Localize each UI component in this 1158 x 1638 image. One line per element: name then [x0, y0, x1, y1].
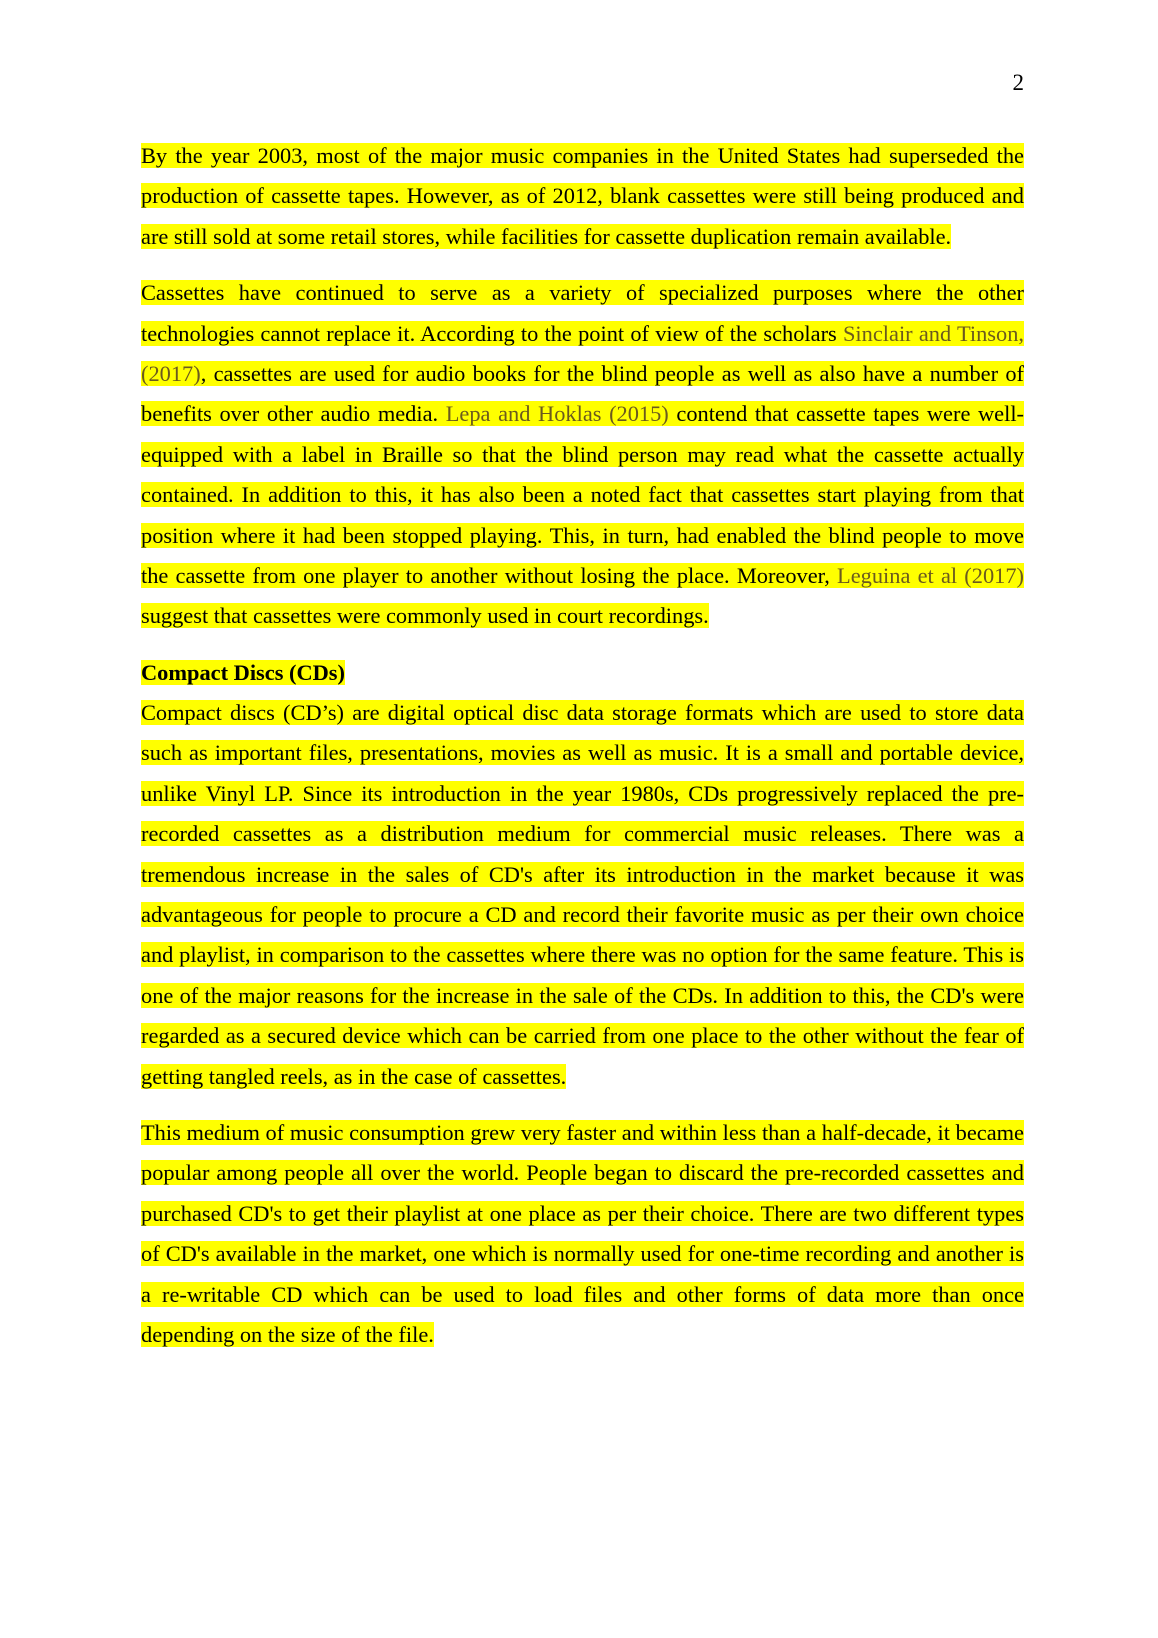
- paragraph-cd-intro: [141, 693, 1024, 1097]
- paragraph-text: Cassettes have continued to serve as a variety of specialized purposes where the other technologies cannot replace it. According to the point of view of the scholars: [141, 280, 1024, 346]
- paragraph-text: By the year 2003, most of the major music companies in the United States had superseded the production of cassette tapes. However, as of 2012, blank cassettes were still being produced and are still sold at some retail stores, while facilities for cassette duplication remain available.: [141, 143, 1024, 249]
- paragraph-text: Compact discs (CD’s) are digital optical disc data storage formats which are used to store data such as important files, presentations, movies as well as music. It is a small and portable device, unlike Vinyl LP. Since its introduction in the year 1980s, CDs progressively replaced the pre-recorded cassettes as a distribution medium for commercial music releases. There was a tremendous increase in the sales of CD's after its introduction in the market because it was advantageous for people to procure a CD and record their favorite music as per their own choice and playlist, in comparison to the cassettes where there was no option for the same feature. This is one of the major reasons for the increase in the sale of the CDs. In addition to this, the CD's were regarded as a secured device which can be carried from one place to the other without the fear of getting tangled reels, as in the case of cassettes.: [141, 699, 1024, 1089]
- paragraph-cassette-decline: [141, 136, 1024, 257]
- citation-lepa-hoklas: Lepa and Hoklas (2015): [445, 401, 669, 427]
- paragraph-text: , cassettes are used for audio books for the blind people as well as also have a number of benefits over other audio media.: [141, 361, 1024, 427]
- paragraph-text: suggest that cassettes were commonly used in court recordings.: [141, 603, 709, 629]
- page-number: 2: [1012, 70, 1024, 95]
- document-body: [141, 136, 1024, 1355]
- paragraph-text: contend that cassette tapes were well-equipped with a label in Braille so that the blind person may read what the cassette actually contained. In addition to this, it has also been a noted fact that cassettes start playing from that position where it had been stopped playing. This, in turn, had enabled the blind people to move the cassette from one player to another without losing the place. Moreover,: [141, 401, 1024, 589]
- citation-leguina: Leguina et al (2017): [837, 563, 1024, 589]
- paragraph-cassette-uses: [141, 273, 1024, 637]
- section-heading: [141, 653, 1024, 693]
- section-heading-text: Compact Discs (CDs): [141, 659, 345, 685]
- paragraph-text: This medium of music consumption grew very faster and within less than a half-decade, it became popular among people all over the world. People began to discard the pre-recorded cassettes and purchased CD's to get their playlist at one place as per their choice. There are two different types of CD's available in the market, one which is normally used for one-time recording and another is a re-writable CD which can be used to load files and other forms of data more than once depending on the size of the file.: [141, 1119, 1024, 1347]
- paragraph-cd-growth: [141, 1113, 1024, 1355]
- citation-sinclair-tinson: Sinclair and Tinson, (2017): [141, 320, 1024, 387]
